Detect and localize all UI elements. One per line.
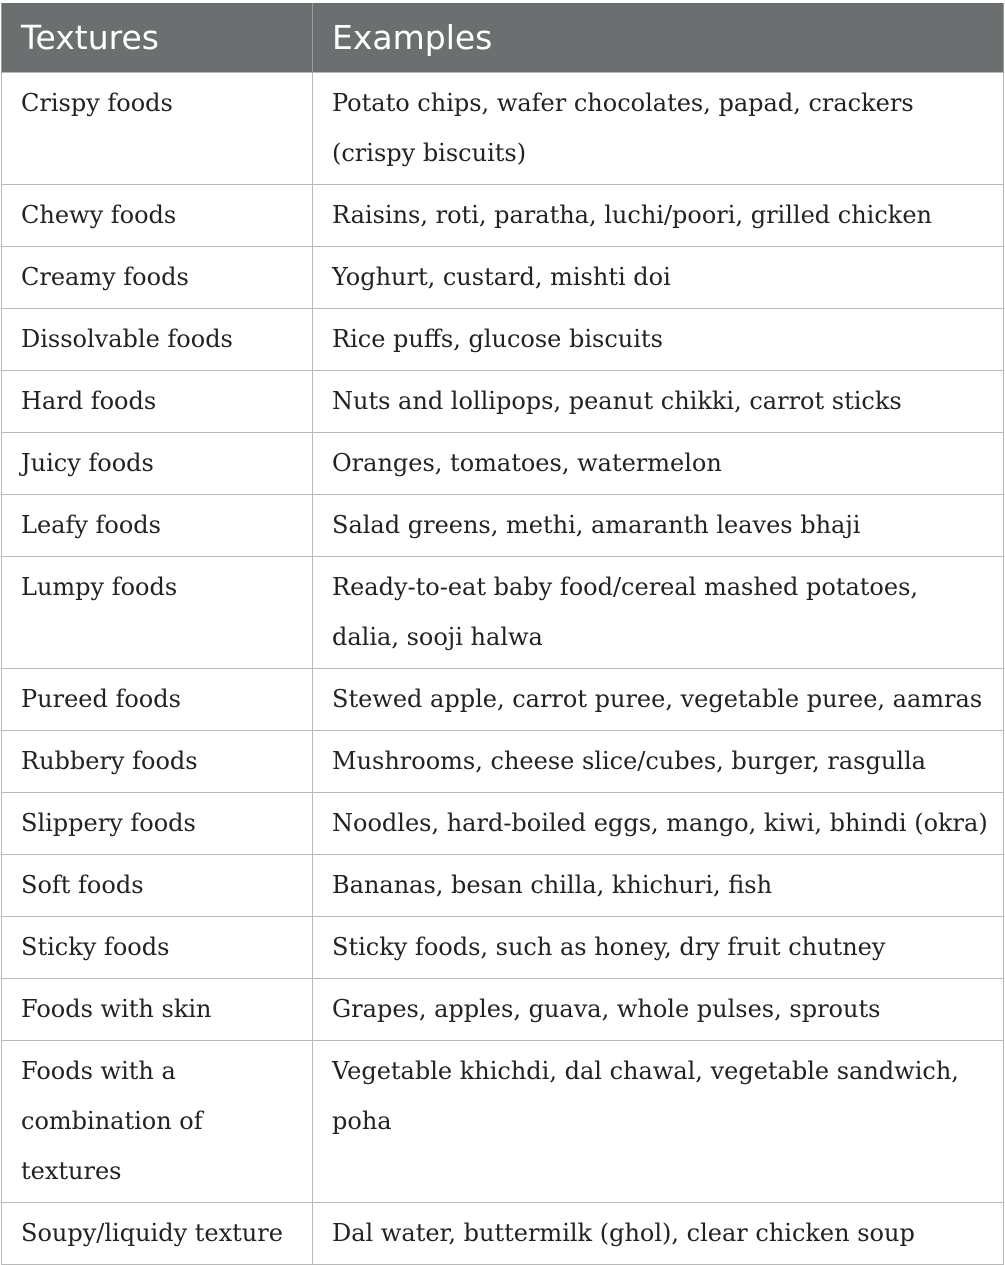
texture-cell: Pureed foods (2, 669, 313, 731)
table-row (2, 1203, 1004, 1265)
texture-cell: Rubbery foods (2, 731, 313, 793)
table-row (2, 557, 1004, 669)
table-row (2, 495, 1004, 557)
examples-cell: Ready-to-eat baby food/cereal mashed potatoes, dalia, sooji halwa (313, 557, 1004, 669)
texture-cell: Sticky foods (2, 917, 313, 979)
table-row (2, 731, 1004, 793)
texture-cell: Crispy foods (2, 73, 313, 185)
examples-cell: Oranges, tomatoes, watermelon (313, 433, 1004, 495)
texture-cell: Leafy foods (2, 495, 313, 557)
texture-cell: Lumpy foods (2, 557, 313, 669)
texture-cell: Soupy/liquidy texture (2, 1203, 313, 1265)
texture-cell: Juicy foods (2, 433, 313, 495)
texture-cell: Foods with a combination of textures (2, 1041, 313, 1203)
texture-cell: Foods with skin (2, 979, 313, 1041)
texture-cell: Creamy foods (2, 247, 313, 309)
texture-cell: Dissolvable foods (2, 309, 313, 371)
examples-cell: Bananas, besan chilla, khichuri, fish (313, 855, 1004, 917)
table-row (2, 309, 1004, 371)
table-row (2, 433, 1004, 495)
table-row (2, 855, 1004, 917)
examples-cell: Potato chips, wafer chocolates, papad, crackers (crispy biscuits) (313, 73, 1004, 185)
table-row (2, 1041, 1004, 1203)
table-header-row (2, 3, 1004, 73)
header-textures: Textures (2, 3, 313, 73)
table-row (2, 371, 1004, 433)
examples-cell: Mushrooms, cheese slice/cubes, burger, rasgulla (313, 731, 1004, 793)
header-examples: Examples (313, 3, 1004, 73)
examples-cell: Raisins, roti, paratha, luchi/poori, grilled chicken (313, 185, 1004, 247)
examples-cell: Noodles, hard-boiled eggs, mango, kiwi, bhindi (okra) (313, 793, 1004, 855)
examples-cell: Nuts and lollipops, peanut chikki, carrot sticks (313, 371, 1004, 433)
examples-cell: Sticky foods, such as honey, dry fruit chutney (313, 917, 1004, 979)
table-row (2, 73, 1004, 185)
texture-cell: Hard foods (2, 371, 313, 433)
textures-table (1, 3, 1004, 1265)
texture-cell: Soft foods (2, 855, 313, 917)
table-row (2, 793, 1004, 855)
table-row (2, 247, 1004, 309)
table-row (2, 669, 1004, 731)
table-row (2, 979, 1004, 1041)
table-row (2, 185, 1004, 247)
texture-cell: Slippery foods (2, 793, 313, 855)
examples-cell: Dal water, buttermilk (ghol), clear chicken soup (313, 1203, 1004, 1265)
table-row (2, 917, 1004, 979)
examples-cell: Salad greens, methi, amaranth leaves bhaji (313, 495, 1004, 557)
texture-cell: Chewy foods (2, 185, 313, 247)
examples-cell: Rice puffs, glucose biscuits (313, 309, 1004, 371)
examples-cell: Yoghurt, custard, mishti doi (313, 247, 1004, 309)
examples-cell: Grapes, apples, guava, whole pulses, sprouts (313, 979, 1004, 1041)
examples-cell: Stewed apple, carrot puree, vegetable puree, aamras (313, 669, 1004, 731)
examples-cell: Vegetable khichdi, dal chawal, vegetable sandwich, poha (313, 1041, 1004, 1203)
